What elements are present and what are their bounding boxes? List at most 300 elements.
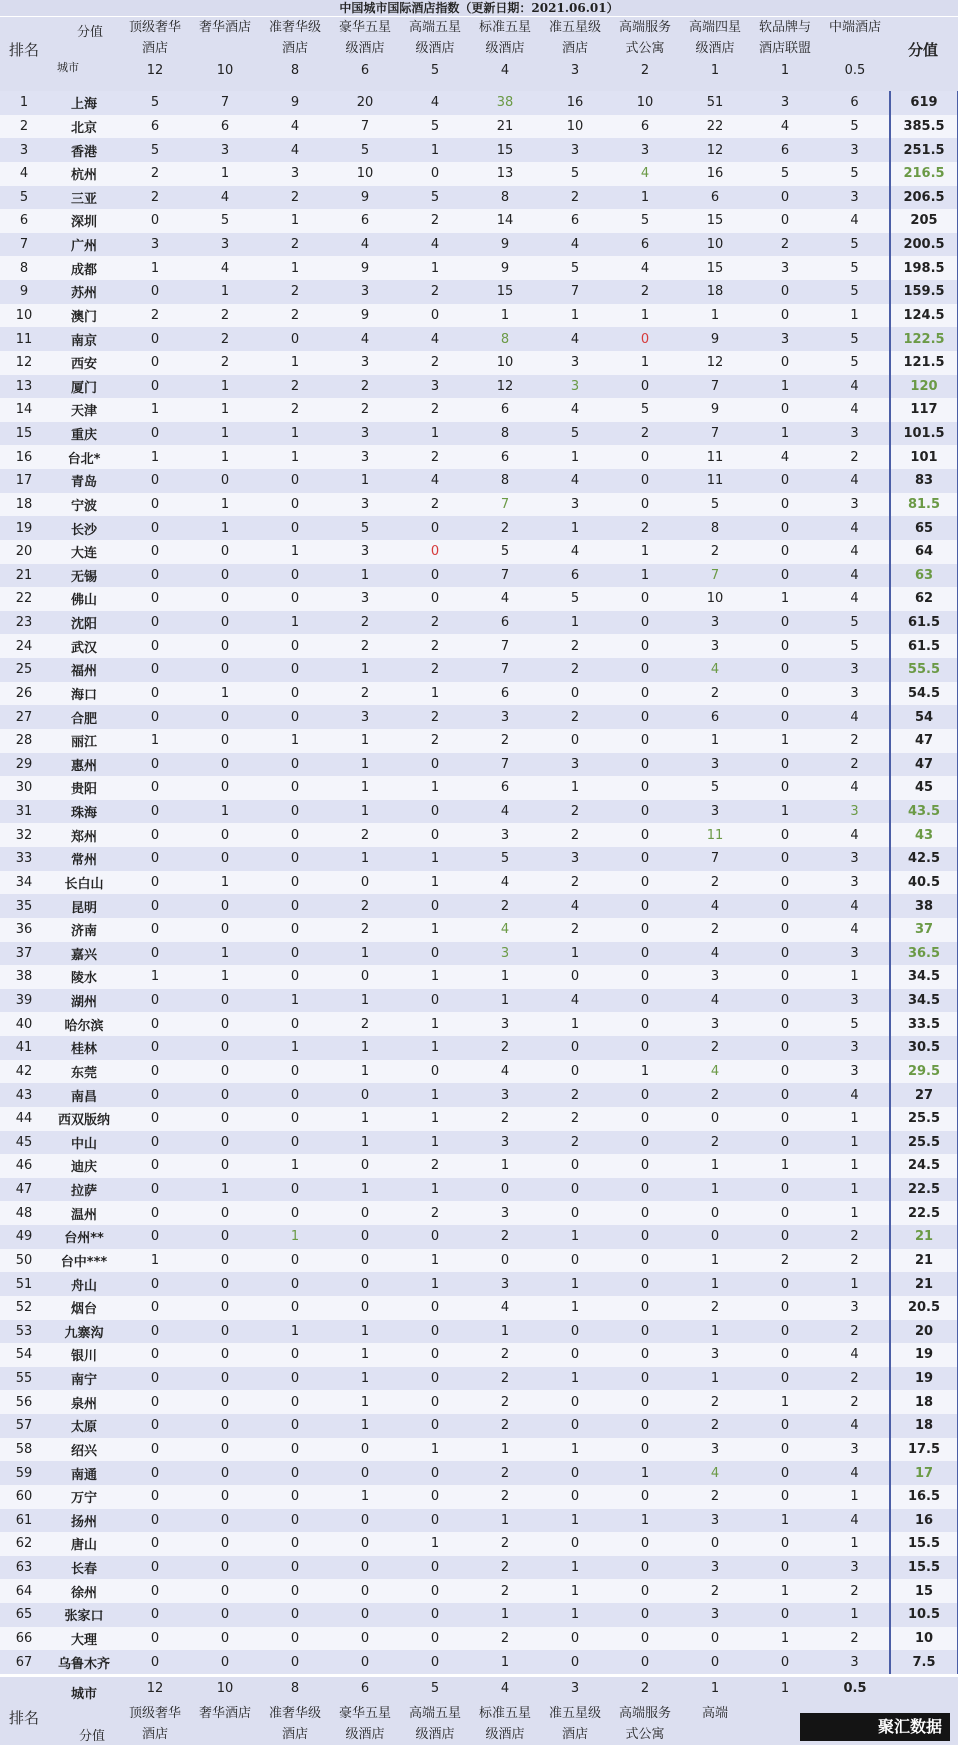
count-cell: 3 <box>820 1060 890 1084</box>
count-cell: 5 <box>820 634 890 658</box>
count-cell: 0 <box>330 1532 400 1556</box>
rank-cell: 31 <box>0 800 48 824</box>
category-weight-9: 1 <box>710 63 720 78</box>
count-cell: 4 <box>400 91 470 115</box>
count-cell: 7 <box>470 634 540 658</box>
table-row <box>0 1390 958 1414</box>
city-cell: 昆明 <box>48 894 120 918</box>
count-cell: 0 <box>400 1579 470 1603</box>
count-cell: 1 <box>260 1036 330 1060</box>
count-cell: 22 <box>680 115 750 139</box>
count-cell: 1 <box>820 304 890 328</box>
category-header-7: 准五星级 酒店 <box>548 20 601 56</box>
count-cell: 1 <box>540 1509 610 1533</box>
city-cell: 台中*** <box>48 1249 120 1273</box>
city-cell: 长沙 <box>48 516 120 540</box>
city-cell: 桂林 <box>48 1036 120 1060</box>
rank-cell: 1 <box>0 91 48 115</box>
count-cell: 3 <box>680 1012 750 1036</box>
rank-cell: 58 <box>0 1438 48 1462</box>
count-cell: 0 <box>610 1556 680 1580</box>
score-cell: 205 <box>890 209 958 233</box>
count-cell: 1 <box>750 375 820 399</box>
count-cell: 10 <box>610 91 680 115</box>
count-cell: 1 <box>120 445 190 469</box>
count-cell: 1 <box>750 1579 820 1603</box>
count-cell: 0 <box>680 1627 750 1651</box>
count-cell: 0 <box>750 871 820 895</box>
table-row <box>0 138 958 162</box>
city-cell: 陵水 <box>48 965 120 989</box>
count-cell: 0 <box>190 776 260 800</box>
count-cell: 0 <box>750 989 820 1013</box>
count-cell: 4 <box>680 942 750 966</box>
table-row <box>0 705 958 729</box>
count-cell: 1 <box>680 1249 750 1273</box>
count-cell: 3 <box>820 138 890 162</box>
count-cell: 4 <box>470 918 540 942</box>
count-cell: 51 <box>680 91 750 115</box>
count-cell: 0 <box>750 186 820 210</box>
count-cell: 2 <box>330 611 400 635</box>
count-cell: 15 <box>680 256 750 280</box>
count-cell: 15 <box>470 280 540 304</box>
count-cell: 0 <box>540 1320 610 1344</box>
city-cell: 徐州 <box>48 1579 120 1603</box>
rank-cell: 41 <box>0 1036 48 1060</box>
table-row <box>0 1201 958 1225</box>
table-row <box>0 1343 958 1367</box>
city-cell: 万宁 <box>48 1485 120 1509</box>
score-cell: 43 <box>890 823 958 847</box>
count-cell: 2 <box>190 304 260 328</box>
footer-weight-5: 5 <box>430 1681 440 1696</box>
score-cell: 17 <box>890 1461 958 1485</box>
table-row <box>0 1012 958 1036</box>
score-cell: 61.5 <box>890 634 958 658</box>
count-cell: 4 <box>820 587 890 611</box>
rank-cell: 35 <box>0 894 48 918</box>
table-row <box>0 753 958 777</box>
count-cell: 0 <box>610 989 680 1013</box>
count-cell: 0 <box>190 564 260 588</box>
count-cell: 1 <box>400 1438 470 1462</box>
count-cell: 38 <box>470 91 540 115</box>
table-row <box>0 1296 958 1320</box>
footer-category-4: 豪华五星 级酒店 <box>338 1706 391 1742</box>
count-cell: 0 <box>680 1225 750 1249</box>
count-cell: 4 <box>470 1296 540 1320</box>
count-cell: 3 <box>750 256 820 280</box>
count-cell: 0 <box>120 1320 190 1344</box>
count-cell: 0 <box>260 1296 330 1320</box>
count-cell: 7 <box>470 658 540 682</box>
count-cell: 3 <box>680 1556 750 1580</box>
city-cell: 重庆 <box>48 422 120 446</box>
score-cell: 61.5 <box>890 611 958 635</box>
score-cell: 120 <box>890 375 958 399</box>
count-cell: 3 <box>680 1343 750 1367</box>
category-weight-4: 6 <box>360 63 370 78</box>
rank-cell: 52 <box>0 1296 48 1320</box>
footer-city-label: 城市 <box>70 1687 97 1702</box>
count-cell: 0 <box>400 587 470 611</box>
count-cell: 5 <box>120 138 190 162</box>
count-cell: 1 <box>330 729 400 753</box>
count-cell: 2 <box>470 1107 540 1131</box>
score-cell: 63 <box>890 564 958 588</box>
table-row <box>0 304 958 328</box>
count-cell: 16 <box>540 91 610 115</box>
count-cell: 1 <box>330 1390 400 1414</box>
rank-cell: 46 <box>0 1154 48 1178</box>
category-header-4: 豪华五星 级酒店 <box>338 20 391 56</box>
count-cell: 2 <box>470 729 540 753</box>
count-cell: 1 <box>540 1367 610 1391</box>
rank-cell: 65 <box>0 1603 48 1627</box>
city-cell: 宁波 <box>48 493 120 517</box>
city-cell: 成都 <box>48 256 120 280</box>
count-cell: 0 <box>750 942 820 966</box>
count-cell: 0 <box>260 1201 330 1225</box>
count-cell: 5 <box>400 186 470 210</box>
table-row <box>0 965 958 989</box>
count-cell: 2 <box>400 445 470 469</box>
count-cell: 0 <box>400 800 470 824</box>
category-header-11: 中端酒店 <box>828 20 881 35</box>
score-cell: 20 <box>890 1320 958 1344</box>
count-cell: 1 <box>330 1036 400 1060</box>
count-cell: 1 <box>260 209 330 233</box>
count-cell: 5 <box>330 516 400 540</box>
count-cell: 1 <box>470 965 540 989</box>
score-cell: 16 <box>890 1509 958 1533</box>
count-cell: 2 <box>400 705 470 729</box>
count-cell: 0 <box>120 1225 190 1249</box>
count-cell: 3 <box>680 800 750 824</box>
count-cell: 1 <box>190 871 260 895</box>
count-cell: 2 <box>610 280 680 304</box>
count-cell: 0 <box>120 753 190 777</box>
count-cell: 8 <box>680 516 750 540</box>
count-cell: 5 <box>190 209 260 233</box>
count-cell: 4 <box>540 989 610 1013</box>
count-cell: 1 <box>610 564 680 588</box>
city-cell: 银川 <box>48 1343 120 1367</box>
footer-weight-3: 8 <box>290 1681 300 1696</box>
table-row <box>0 540 958 564</box>
rank-cell: 20 <box>0 540 48 564</box>
count-cell: 7 <box>330 115 400 139</box>
rank-cell: 43 <box>0 1083 48 1107</box>
count-cell: 1 <box>400 1083 470 1107</box>
count-cell: 1 <box>750 1154 820 1178</box>
count-cell: 0 <box>400 540 470 564</box>
count-cell: 0 <box>120 1012 190 1036</box>
count-cell: 1 <box>680 1367 750 1391</box>
count-cell: 0 <box>400 1060 470 1084</box>
city-cell: 太原 <box>48 1414 120 1438</box>
count-cell: 0 <box>400 1485 470 1509</box>
score-cell: 10.5 <box>890 1603 958 1627</box>
count-cell: 0 <box>120 1390 190 1414</box>
table-row <box>0 1650 958 1674</box>
count-cell: 0 <box>120 1154 190 1178</box>
rank-cell: 59 <box>0 1461 48 1485</box>
count-cell: 0 <box>750 516 820 540</box>
count-cell: 3 <box>540 138 610 162</box>
count-cell: 0 <box>190 847 260 871</box>
score-cell: 21 <box>890 1249 958 1273</box>
city-cell: 大理 <box>48 1627 120 1651</box>
count-cell: 0 <box>190 611 260 635</box>
count-cell: 2 <box>680 1390 750 1414</box>
count-cell: 0 <box>750 469 820 493</box>
score-cell: 19 <box>890 1367 958 1391</box>
count-cell: 2 <box>820 1367 890 1391</box>
count-cell: 4 <box>680 894 750 918</box>
score-header: 分值 <box>907 41 938 59</box>
count-cell: 0 <box>610 823 680 847</box>
count-cell: 5 <box>610 398 680 422</box>
count-cell: 0 <box>120 1131 190 1155</box>
count-cell: 11 <box>680 445 750 469</box>
category-weight-5: 5 <box>430 63 440 78</box>
count-cell: 3 <box>470 1083 540 1107</box>
score-cell: 54 <box>890 705 958 729</box>
score-cell: 17.5 <box>890 1438 958 1462</box>
city-cell: 珠海 <box>48 800 120 824</box>
count-cell: 4 <box>330 327 400 351</box>
count-cell: 1 <box>820 1154 890 1178</box>
rank-cell: 61 <box>0 1509 48 1533</box>
table-row <box>0 1532 958 1556</box>
rank-header: 排名 <box>8 41 39 59</box>
footer-category-8: 高端服务 式公寓 <box>618 1706 671 1742</box>
footer-category-7: 准五星级 酒店 <box>548 1706 601 1742</box>
count-cell: 3 <box>820 493 890 517</box>
count-cell: 2 <box>470 1556 540 1580</box>
count-cell: 16 <box>680 162 750 186</box>
count-cell: 2 <box>260 280 330 304</box>
count-cell: 6 <box>330 209 400 233</box>
count-cell: 0 <box>470 1249 540 1273</box>
count-cell: 3 <box>680 611 750 635</box>
count-cell: 3 <box>120 233 190 257</box>
count-cell: 2 <box>400 611 470 635</box>
score-cell: 83 <box>890 469 958 493</box>
count-cell: 1 <box>400 1036 470 1060</box>
count-cell: 4 <box>400 469 470 493</box>
city-cell: 绍兴 <box>48 1438 120 1462</box>
count-cell: 1 <box>190 280 260 304</box>
count-cell: 7 <box>680 564 750 588</box>
count-cell: 2 <box>470 1036 540 1060</box>
count-cell: 0 <box>750 634 820 658</box>
count-cell: 9 <box>330 304 400 328</box>
count-cell: 1 <box>610 1509 680 1533</box>
count-cell: 0 <box>750 280 820 304</box>
count-cell: 4 <box>470 800 540 824</box>
count-cell: 0 <box>260 1060 330 1084</box>
count-cell: 3 <box>330 587 400 611</box>
count-cell: 3 <box>820 682 890 706</box>
count-cell: 0 <box>120 1627 190 1651</box>
count-cell: 0 <box>610 1154 680 1178</box>
count-cell: 0 <box>610 776 680 800</box>
count-cell: 1 <box>400 1249 470 1273</box>
count-cell: 2 <box>400 634 470 658</box>
count-cell: 10 <box>540 115 610 139</box>
count-cell: 4 <box>680 989 750 1013</box>
count-cell: 7 <box>470 493 540 517</box>
rank-cell: 17 <box>0 469 48 493</box>
count-cell: 2 <box>540 823 610 847</box>
count-cell: 1 <box>190 682 260 706</box>
count-cell: 4 <box>820 1509 890 1533</box>
count-cell: 0 <box>120 1296 190 1320</box>
count-cell: 4 <box>260 115 330 139</box>
table-row <box>0 1083 958 1107</box>
rank-cell: 63 <box>0 1556 48 1580</box>
rank-cell: 34 <box>0 871 48 895</box>
table-row <box>0 776 958 800</box>
count-cell: 0 <box>260 1131 330 1155</box>
count-cell: 1 <box>470 1320 540 1344</box>
score-cell: 619 <box>890 91 958 115</box>
count-cell: 1 <box>470 1438 540 1462</box>
count-cell: 0 <box>120 1414 190 1438</box>
count-cell: 0 <box>610 1201 680 1225</box>
count-cell: 0 <box>190 1650 260 1674</box>
score-cell: 24.5 <box>890 1154 958 1178</box>
count-cell: 3 <box>400 375 470 399</box>
count-cell: 2 <box>680 1131 750 1155</box>
count-cell: 4 <box>400 233 470 257</box>
count-cell: 11 <box>680 823 750 847</box>
count-cell: 0 <box>260 753 330 777</box>
count-cell: 0 <box>540 1036 610 1060</box>
count-cell: 1 <box>540 445 610 469</box>
count-cell: 1 <box>190 445 260 469</box>
count-cell: 0 <box>330 1272 400 1296</box>
category-header-3: 准奢华级 酒店 <box>268 20 321 56</box>
count-cell: 9 <box>680 327 750 351</box>
count-cell: 2 <box>540 634 610 658</box>
count-cell: 3 <box>330 280 400 304</box>
count-cell: 0 <box>750 1107 820 1131</box>
count-cell: 5 <box>120 91 190 115</box>
count-cell: 0 <box>750 398 820 422</box>
score-cell: 55.5 <box>890 658 958 682</box>
count-cell: 5 <box>820 327 890 351</box>
footer-category-9: 高端 <box>701 1706 728 1721</box>
count-cell: 1 <box>330 1367 400 1391</box>
count-cell: 2 <box>400 351 470 375</box>
count-cell: 0 <box>330 965 400 989</box>
count-cell: 0 <box>610 1178 680 1202</box>
count-cell: 8 <box>470 422 540 446</box>
score-cell: 36.5 <box>890 942 958 966</box>
count-cell: 0 <box>610 1296 680 1320</box>
count-cell: 2 <box>260 304 330 328</box>
count-cell: 9 <box>260 91 330 115</box>
count-cell: 0 <box>260 1461 330 1485</box>
count-cell: 1 <box>750 1390 820 1414</box>
table-row <box>0 1107 958 1131</box>
category-header-2: 奢华酒店 <box>198 20 251 35</box>
count-cell: 5 <box>540 422 610 446</box>
score-cell: 47 <box>890 729 958 753</box>
count-cell: 1 <box>680 1154 750 1178</box>
count-cell: 1 <box>260 989 330 1013</box>
count-cell: 5 <box>820 162 890 186</box>
count-cell: 4 <box>330 233 400 257</box>
count-cell: 5 <box>540 587 610 611</box>
table-row <box>0 634 958 658</box>
count-cell: 0 <box>120 918 190 942</box>
city-cell: 西安 <box>48 351 120 375</box>
city-cell: 常州 <box>48 847 120 871</box>
count-cell: 3 <box>540 493 610 517</box>
count-cell: 0 <box>610 445 680 469</box>
count-cell: 0 <box>610 1320 680 1344</box>
count-cell: 0 <box>400 1320 470 1344</box>
count-cell: 6 <box>540 564 610 588</box>
count-cell: 0 <box>400 1461 470 1485</box>
count-cell: 4 <box>540 894 610 918</box>
count-cell: 2 <box>260 186 330 210</box>
rank-cell: 54 <box>0 1343 48 1367</box>
count-cell: 0 <box>190 1509 260 1533</box>
count-cell: 0 <box>750 1650 820 1674</box>
count-cell: 2 <box>470 1225 540 1249</box>
rank-cell: 50 <box>0 1249 48 1273</box>
count-cell: 0 <box>190 1556 260 1580</box>
count-cell: 0 <box>750 1012 820 1036</box>
count-cell: 2 <box>470 1579 540 1603</box>
count-cell: 0 <box>750 1296 820 1320</box>
count-cell: 3 <box>330 540 400 564</box>
count-cell: 3 <box>750 91 820 115</box>
rank-cell: 14 <box>0 398 48 422</box>
count-cell: 0 <box>120 1083 190 1107</box>
count-cell: 0 <box>190 1343 260 1367</box>
table-row <box>0 398 958 422</box>
count-cell: 4 <box>540 233 610 257</box>
count-cell: 2 <box>610 422 680 446</box>
count-cell: 0 <box>330 1603 400 1627</box>
count-cell: 0 <box>610 611 680 635</box>
count-cell: 0 <box>120 351 190 375</box>
city-cell: 西双版纳 <box>48 1107 120 1131</box>
table-row <box>0 800 958 824</box>
count-cell: 1 <box>750 422 820 446</box>
score-cell: 19 <box>890 1343 958 1367</box>
count-cell: 2 <box>470 1461 540 1485</box>
count-cell: 0 <box>750 753 820 777</box>
count-cell: 1 <box>820 1201 890 1225</box>
count-cell: 0 <box>190 587 260 611</box>
table-row <box>0 469 958 493</box>
score-cell: 34.5 <box>890 989 958 1013</box>
table-header <box>0 17 958 91</box>
footer-weight-9: 1 <box>710 1681 720 1696</box>
count-cell: 3 <box>820 800 890 824</box>
count-cell: 0 <box>610 918 680 942</box>
count-cell: 0 <box>400 564 470 588</box>
count-cell: 0 <box>330 1083 400 1107</box>
